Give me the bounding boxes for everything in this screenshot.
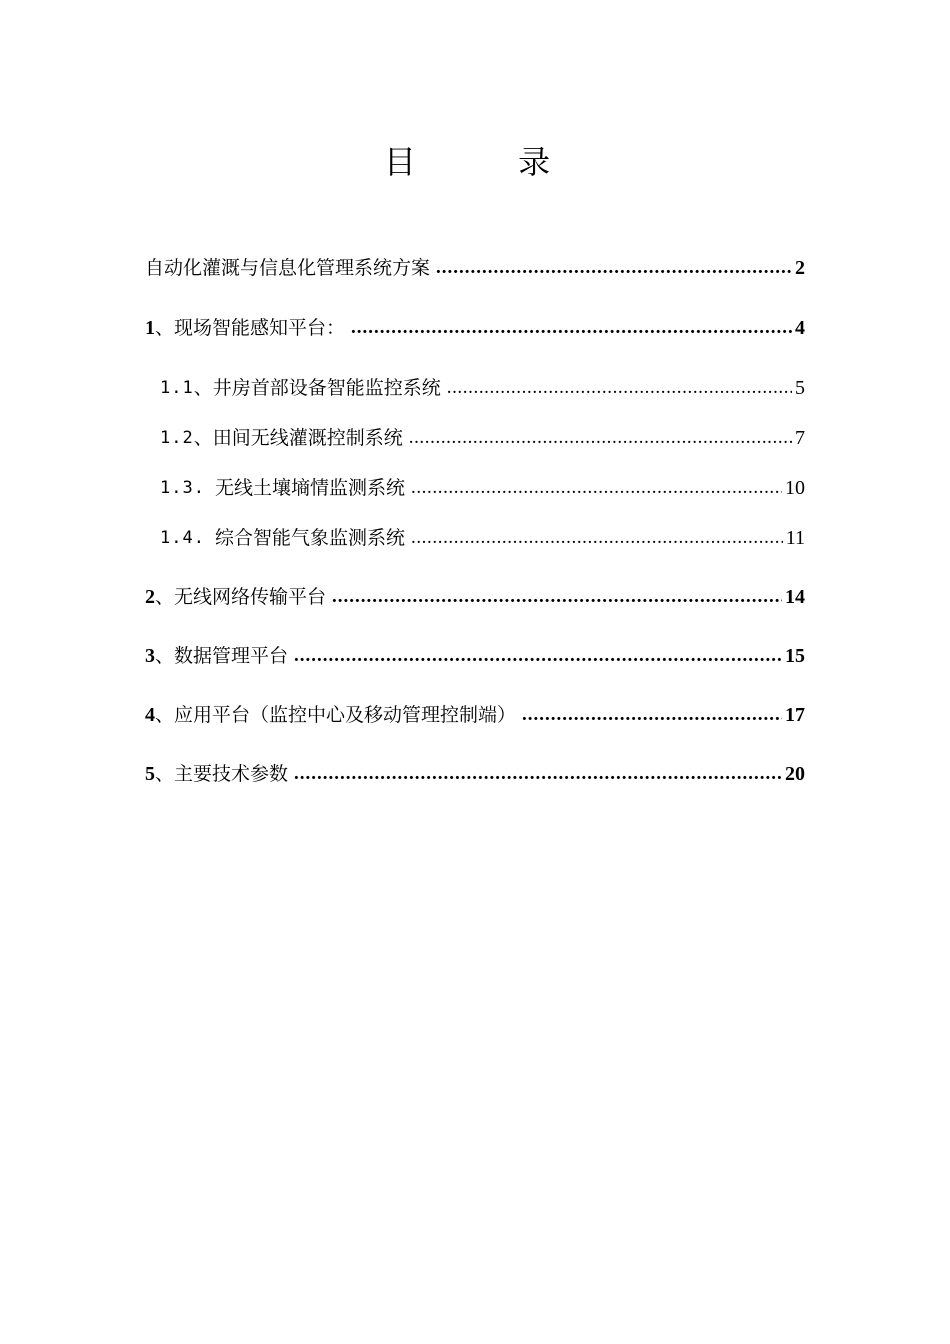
toc-entry[interactable] (145, 699, 805, 729)
toc-entry-label: 、应用平台（监控中心及移动管理控制端） (155, 704, 517, 726)
toc-entry-page: 17 (785, 704, 805, 726)
toc-entry[interactable] (160, 472, 805, 502)
toc-title: 目 录 (383, 143, 597, 181)
toc-entry[interactable] (160, 422, 805, 452)
toc-entry-number: 1.2 (160, 428, 194, 448)
toc-entry-page: 14 (785, 586, 805, 608)
toc-entry-number: 4 (145, 704, 155, 726)
toc-entry[interactable] (145, 252, 805, 282)
toc-entry[interactable] (145, 312, 805, 342)
toc-entry-number: 3 (145, 645, 155, 667)
toc-leader-dots (332, 583, 782, 611)
toc-entry-number: 2 (145, 586, 155, 608)
toc-entry-label: 综合智能气象监测系统 (214, 527, 405, 549)
toc-entry-number: 1 (145, 317, 155, 339)
toc-leader-dots (351, 314, 792, 342)
toc-entry-label: 、井房首部设备智能监控系统 (193, 377, 441, 399)
toc-entry[interactable] (160, 372, 805, 402)
toc-leader-dots (294, 642, 782, 670)
toc-entry[interactable] (145, 581, 805, 611)
toc-entry-page: 10 (785, 477, 805, 499)
toc-entry-page: 20 (785, 763, 805, 785)
toc-entry-label: 、现场智能感知平台： (155, 317, 346, 339)
toc-entry[interactable] (145, 640, 805, 670)
toc-leader-dots (409, 424, 792, 452)
toc-entry-number: 5 (145, 763, 155, 785)
toc-leader-dots (411, 524, 783, 552)
toc-entry-page: 5 (795, 377, 805, 399)
toc-entry-number: 1.1 (160, 378, 194, 398)
toc-entry-page: 7 (795, 427, 805, 449)
toc-entry-page: 15 (785, 645, 805, 667)
toc-entry-page: 4 (795, 317, 805, 339)
toc-entry[interactable] (160, 522, 805, 552)
toc-leader-dots (436, 254, 792, 282)
toc-entry-label: 、无线网络传输平台 (155, 586, 327, 608)
toc-leader-dots (294, 760, 782, 788)
toc-entry-number: 1.3. (160, 478, 205, 498)
toc-leader-dots (411, 474, 782, 502)
toc-entry-page: 2 (795, 257, 805, 279)
toc-entry-label: 、田间无线灌溉控制系统 (193, 427, 403, 449)
toc-entry-number: 1.4. (160, 528, 205, 548)
toc-leader-dots (522, 701, 782, 729)
toc-entry-label: 、主要技术参数 (155, 763, 289, 785)
toc-leader-dots (447, 374, 792, 402)
toc-entry-label: 、数据管理平台 (155, 645, 289, 667)
toc-entry-page: 11 (785, 527, 805, 549)
toc-entry-label: 自动化灌溉与信息化管理系统方案 (145, 257, 431, 279)
toc-entry-label: 无线土壤墒情监测系统 (214, 477, 405, 499)
toc-entry[interactable] (145, 758, 805, 788)
